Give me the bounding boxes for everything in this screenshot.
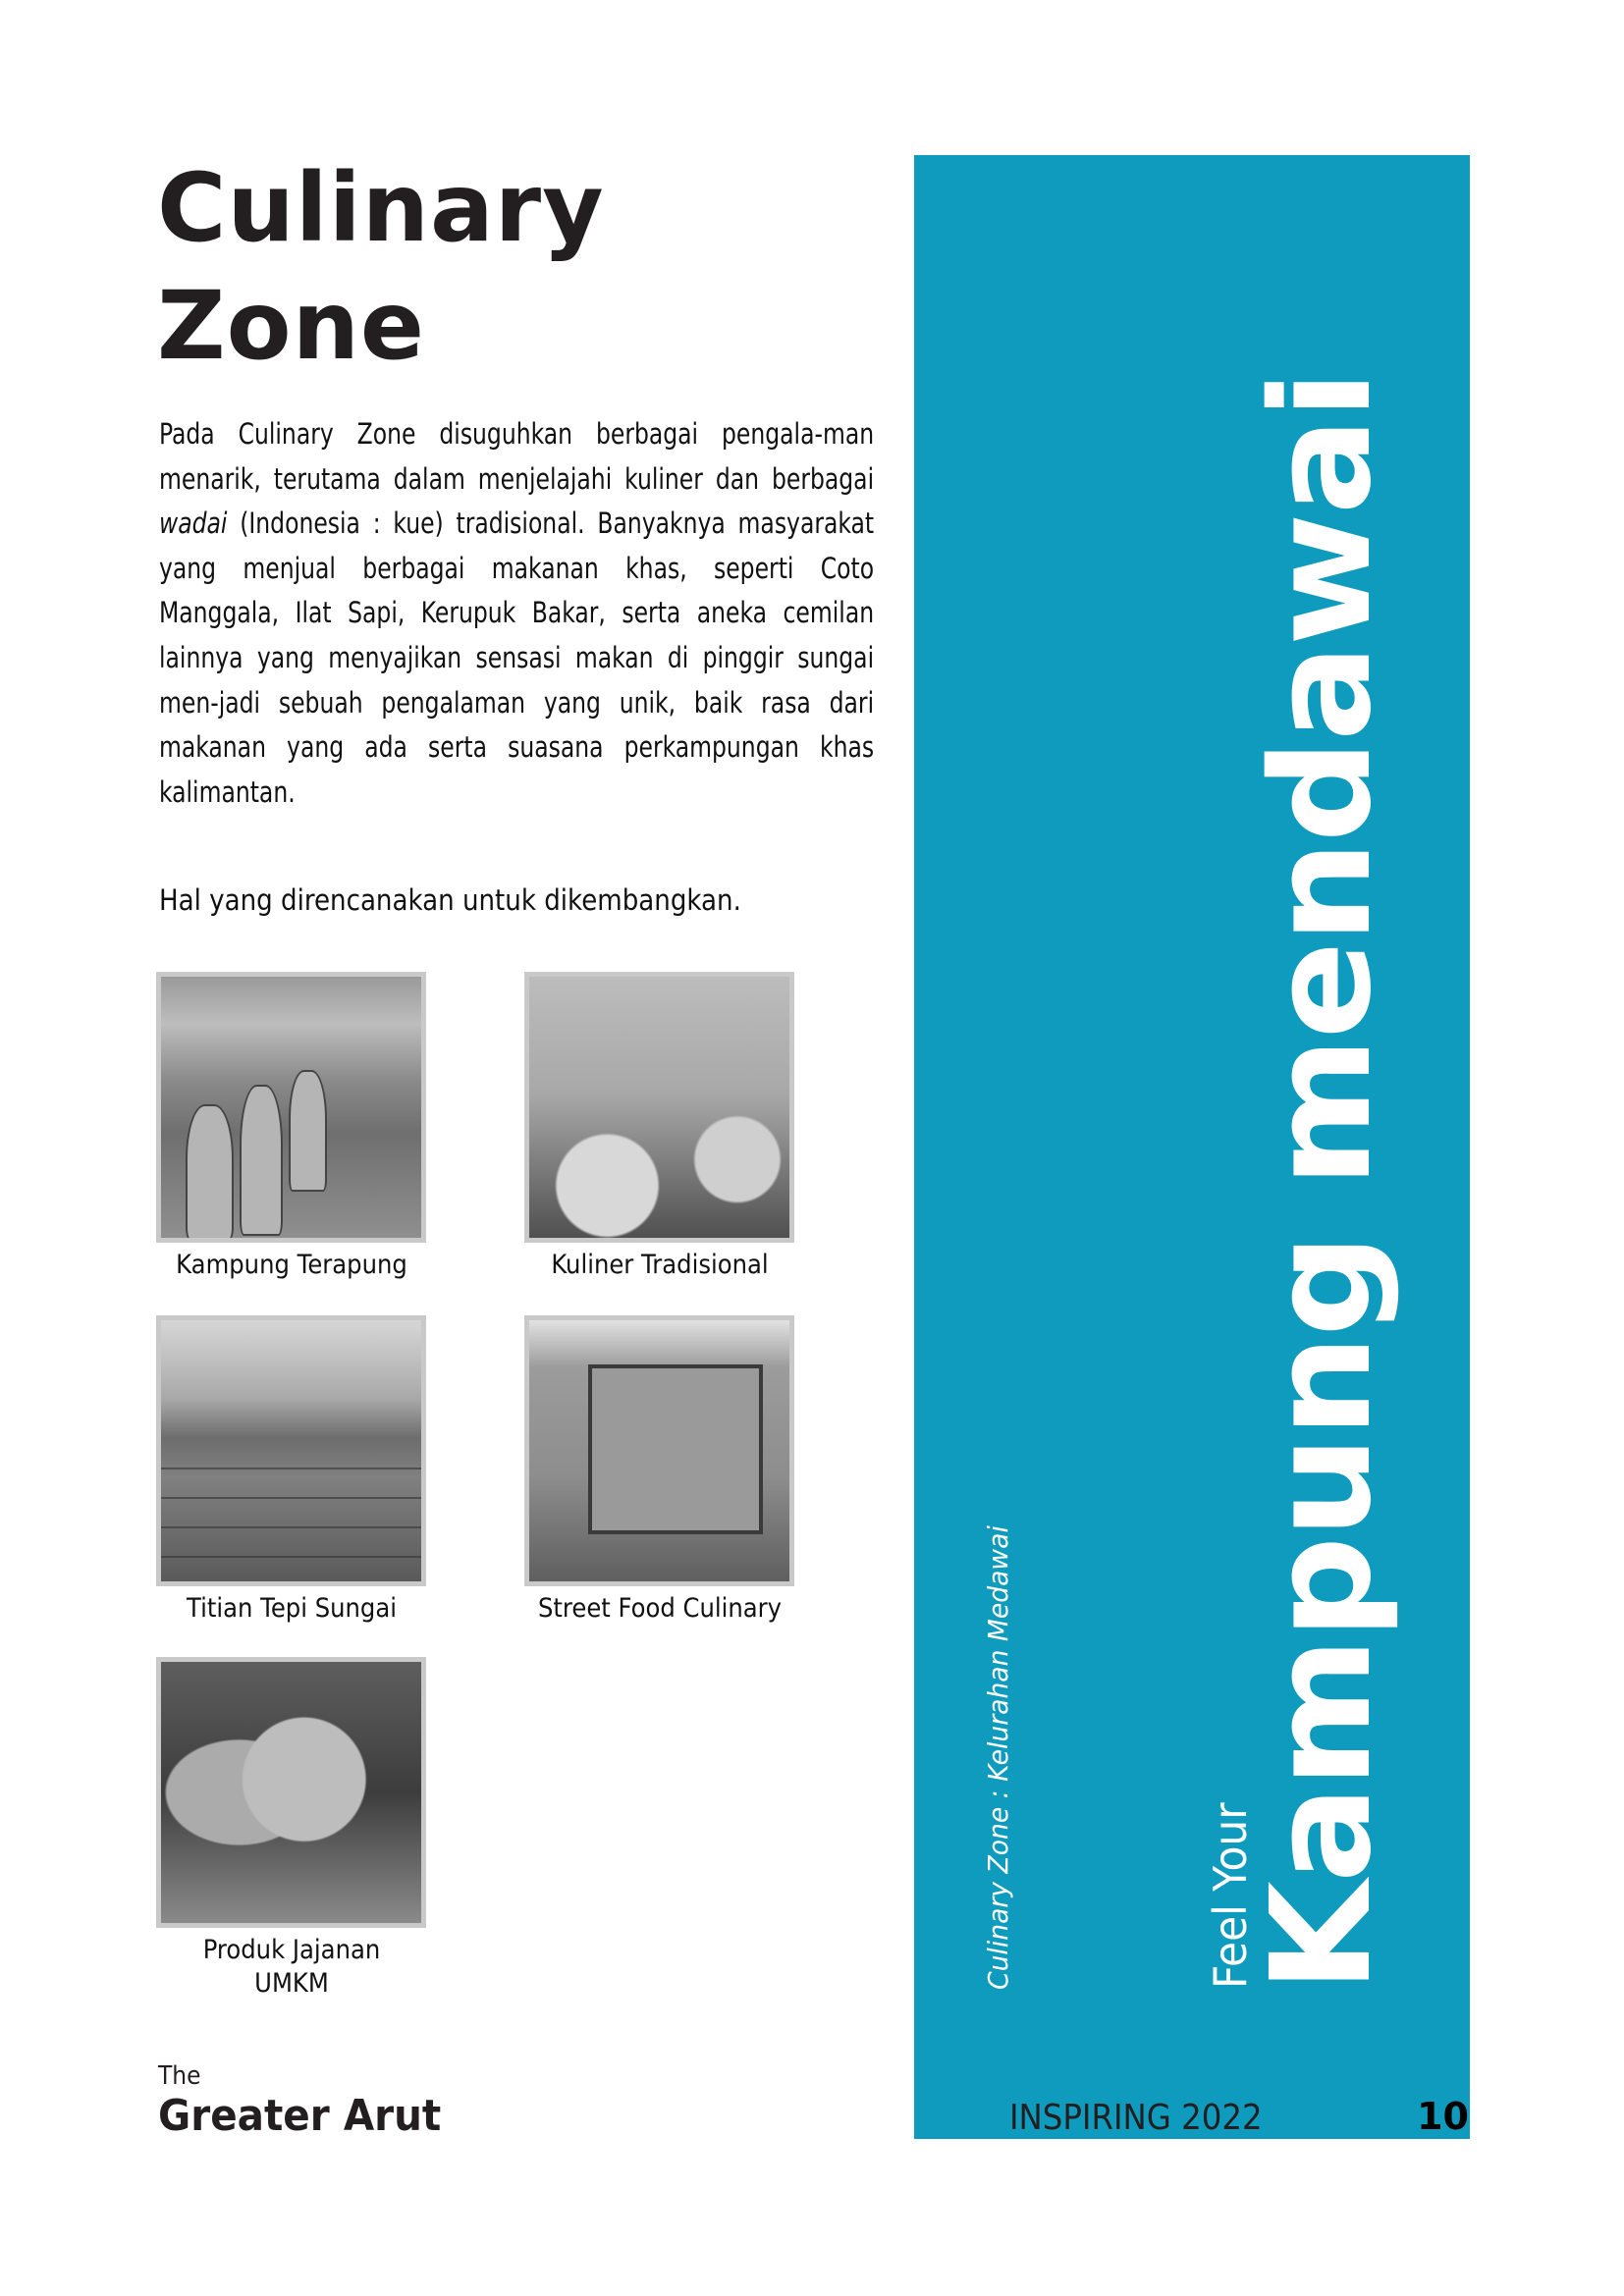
intro-text-1: Pada Culinary Zone disuguhkan berbagai pengala-man menarik, terutama dalam menjelajahi kuliner dan berbagai [159,417,875,496]
page-number: 10 [1417,2095,1469,2138]
side-panel-subtitle: Culinary Zone : Kelurahan Medawai [982,1525,1014,1990]
gallery-caption: Titian Tepi Sungai [186,1593,398,1624]
gallery-caption: Street Food Culinary [537,1593,783,1624]
title-line-1: Culinary [157,153,605,263]
riverside-boardwalk-photo [156,1315,426,1586]
page-title [157,149,605,385]
gallery-caption: Kuliner Tradisional [551,1250,769,1280]
floating-village-boats-photo [156,972,426,1243]
title-line-2: Zone [157,271,426,381]
caption-line-1: Produk Jajanan [202,1935,381,1965]
intro-paragraph [159,412,874,815]
gallery-caption: Kampung Terapung [176,1250,407,1280]
intro-italic-term: wadai [159,507,228,541]
snack-product-package-photo [156,1657,426,1928]
side-panel-headline: Kampung mendawai [1242,372,1402,1993]
side-panel-tagline: Feel Your [1204,1802,1257,1989]
street-food-kiosk-photo [524,1315,794,1586]
boat-shape [289,1070,327,1192]
traditional-food-bowls-photo [524,972,794,1243]
brand-name: Greater Arut [158,2091,442,2141]
intro-text-2: (Indonesia : kue) tradisional. Banyaknya masyarakat yang menjual berbagai makanan khas, seperti Coto Manggala, Ilat Sapi, Kerupuk Bakar, serta aneka cemilan lainnya yang menyajikan sensasi makan di pinggir sungai men-jadi sebuah pengalaman yang unik, baik rasa dari makanan yang ada serta suasana perkampungan khas kalimantan. [159,507,875,809]
boat-shape [240,1085,283,1236]
brand-prefix: The [158,2061,201,2091]
kiosk-shape [588,1364,763,1534]
planned-heading: Hal yang direncanakan untuk dikembangkan. [159,883,741,917]
caption-line-2: UMKM [254,1968,329,1999]
boat-shape [186,1104,234,1241]
gallery-caption [150,1934,433,2001]
magazine-name: INSPIRING 2022 [1009,2098,1263,2138]
